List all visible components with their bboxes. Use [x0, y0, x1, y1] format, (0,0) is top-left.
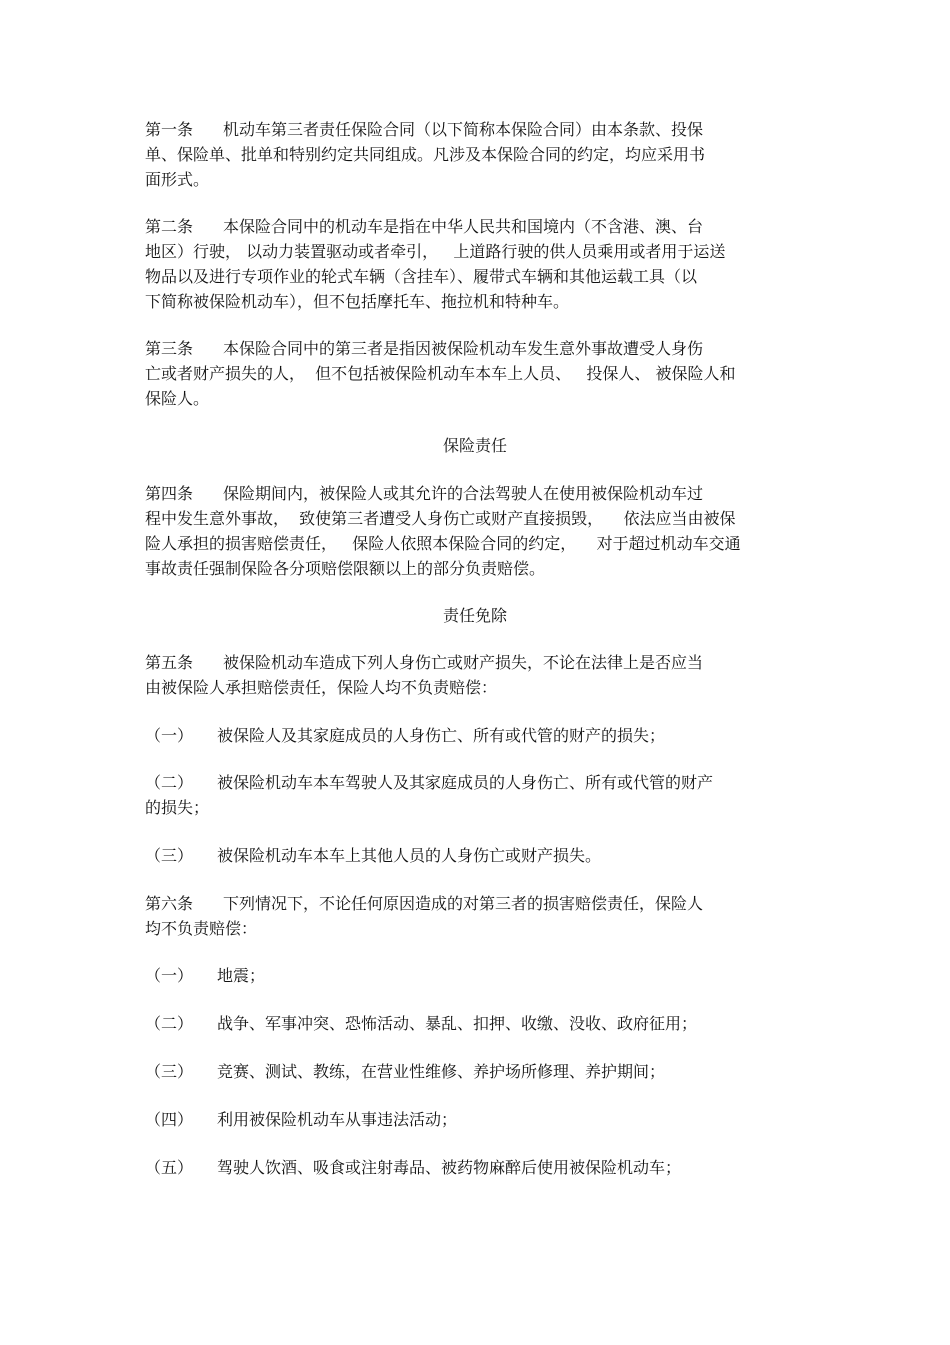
item-number: （二） [145, 1014, 194, 1033]
article-4-line-1: 第四条 保险期间内，被保险人或其允许的合法驾驶人在使用被保险机动车过 [145, 484, 704, 503]
article-4-line-2: 程中发生意外事故， 致使第三者遭受人身伤亡或财产直接损毁， 依法应当由被保 [145, 509, 736, 528]
article-5-label: 第五条 [145, 653, 194, 672]
article-2-line-1: 第二条 本保险合同中的机动车是指在中华人民共和国境内（不含港、澳、台 [145, 217, 704, 236]
item-number: （二） [145, 773, 194, 792]
section-heading-exclusions: 责任免除 [442, 606, 507, 625]
item-number: （五） [145, 1158, 194, 1177]
article-5 [145, 650, 835, 700]
article-5-item-2: （二） 被保险机动车本车驾驶人及其家庭成员的人身伤亡、所有或代管的财产 的损失； [145, 773, 714, 817]
article-5-item-1: （一） 被保险人及其家庭成员的人身伤亡、所有或代管的财产的损失； [145, 726, 666, 745]
article-1-line-1: 第一条 机动车第三者责任保险合同（以下简称本保险合同）由本条款、投保 [145, 120, 704, 139]
article-2 [145, 214, 835, 314]
article-3 [145, 336, 835, 411]
article-4-line-4: 事故责任强制保险各分项赔偿限额以上的部分负责赔偿。 [145, 559, 546, 578]
article-6-line-1: 第六条 下列情况下，不论任何原因造成的对第三者的损害赔偿责任，保险人 [145, 894, 704, 913]
article-5-line-2: 由被保险人承担赔偿责任，保险人均不负责赔偿： [145, 678, 498, 697]
item-number: （三） [145, 846, 194, 865]
article-4-line-3: 险人承担的损害赔偿责任， 保险人依照本保险合同的约定， 对于超过机动车交通 [145, 534, 741, 553]
article-3-line-1: 第三条 本保险合同中的第三者是指因被保险机动车发生意外事故遭受人身伤 [145, 339, 704, 358]
item-number: （一） [145, 726, 194, 745]
article-3-line-2: 亡或者财产损失的人， 但不包括被保险机动车本车上人员、 投保人、 被保险人和 [145, 364, 736, 383]
article-4 [145, 481, 835, 581]
item-number: （四） [145, 1110, 194, 1129]
article-6-label: 第六条 [145, 894, 194, 913]
item-number: （三） [145, 1062, 194, 1081]
article-6 [145, 891, 835, 941]
article-6-item-1: （一） 地震； [145, 966, 266, 985]
article-6-item-4: （四） 利用被保险机动车从事违法活动； [145, 1110, 458, 1129]
article-1-line-3: 面形式。 [145, 170, 210, 189]
article-1 [145, 117, 835, 192]
article-3-line-3: 保险人。 [145, 389, 210, 408]
article-1-label: 第一条 [145, 120, 194, 139]
section-heading-insurance-liability: 保险责任 [442, 436, 507, 455]
item-number: （一） [145, 966, 194, 985]
article-6-item-2: （二） 战争、军事冲突、恐怖活动、暴乱、扣押、收缴、没收、政府征用； [145, 1014, 698, 1033]
article-2-line-2: 地区）行驶， 以动力装置驱动或者牵引， 上道路行驶的供人员乘用或者用于运送 [145, 242, 726, 261]
article-6-item-5: （五） 驾驶人饮酒、吸食或注射毒品、被药物麻醉后使用被保险机动车； [145, 1158, 682, 1177]
article-5-line-1: 第五条 被保险机动车造成下列人身伤亡或财产损失，不论在法律上是否应当 [145, 653, 704, 672]
article-3-label: 第三条 [145, 339, 194, 358]
article-4-label: 第四条 [145, 484, 194, 503]
article-6-item-3: （三） 竞赛、测试、教练，在营业性维修、养护场所修理、养护期间； [145, 1062, 666, 1081]
article-1-line-2: 单、保险单、批单和特别约定共同组成。凡涉及本保险合同的约定，均应采用书 [145, 145, 706, 164]
article-2-line-4: 下简称被保险机动车），但不包括摩托车、拖拉机和特种车。 [145, 292, 570, 311]
article-6-line-2: 均不负责赔偿： [145, 919, 258, 938]
article-2-line-3: 物品以及进行专项作业的轮式车辆（含挂车）、履带式车辆和其他运载工具（以 [145, 267, 698, 286]
article-5-item-3: （三） 被保险机动车本车上其他人员的人身伤亡或财产损失。 [145, 846, 602, 865]
article-2-label: 第二条 [145, 217, 194, 236]
